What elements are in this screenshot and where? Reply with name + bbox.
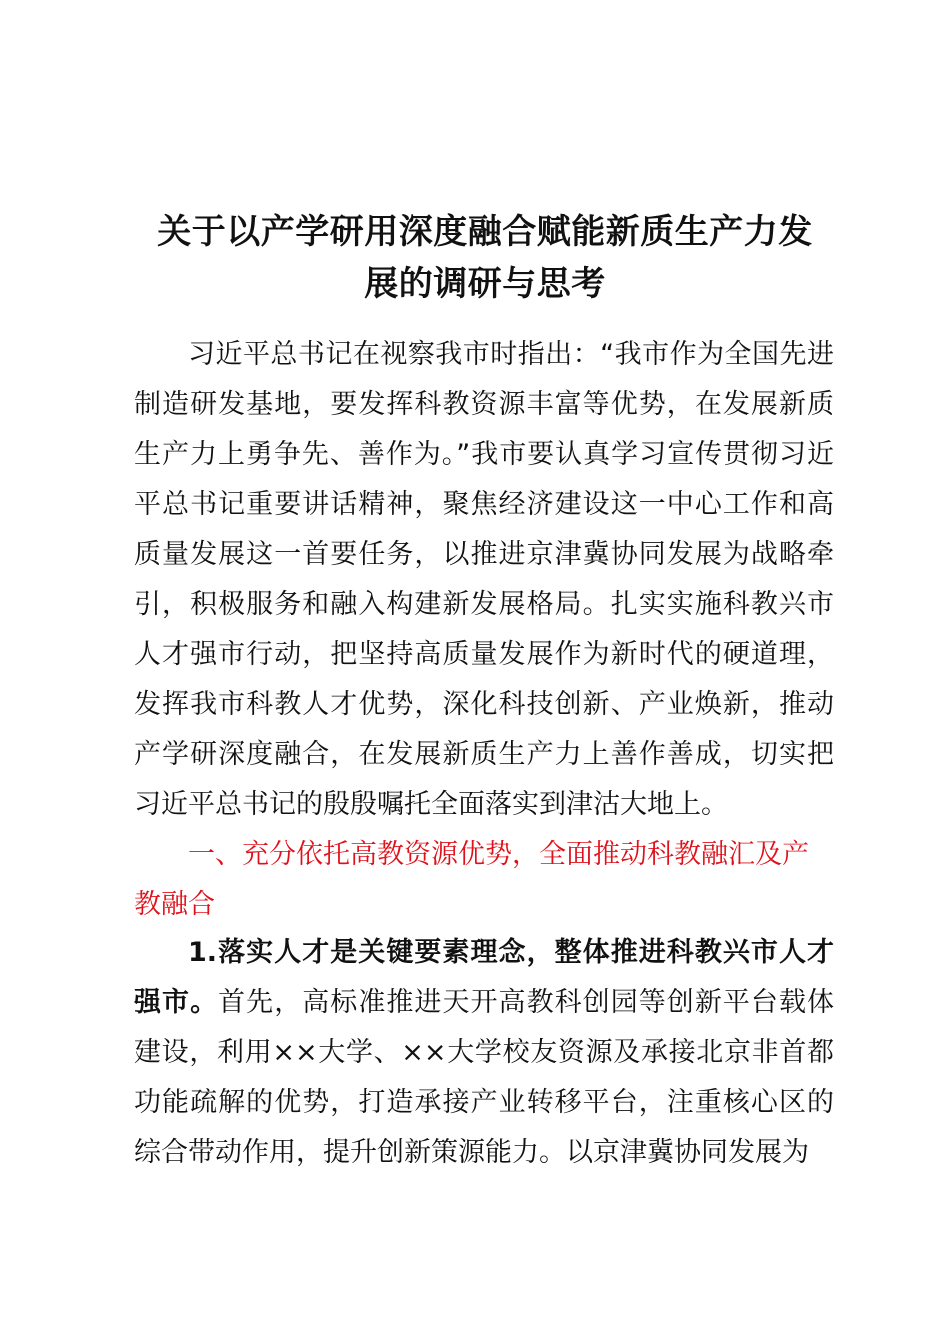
section-heading: 一、充分依托高教资源优势，全面推动科教融汇及产教融合 [134,839,809,920]
intro-paragraph: 习近平总书记在视察我市时指出：“我市作为全国先进制造研发基地，要发挥科教资源丰富等优势，在发展新质生产力上勇争先、善作为。”我市要认真学习宣传贯彻习近平总书记重要讲话精神，聚焦经济建设这一中心工作和高质量发展这一首要任务，以推进京津冀协同发展为战略牵引，积极服务和融入构建新发展格局。扎实实施科教兴市人才强市行动，把坚持高质量发展作为新时代的硬道理，发挥我市科教人才优势，深化科技创新、产业焕新，推动产学研深度融合，在发展新质生产力上善作善成，切实把习近平总书记的殷殷嘱托全面落实到津沽大地上。 [134,339,834,820]
point-1-text: 首先，高标准推进天开高教科创园等创新平台载体建设，利用××大学、××大学校友资源及承接北京非首都功能疏解的优势，打造承接产业转移平台，注重核心区的综合带动作用，提升创新策源能力。以京津冀协同发展为 [134,987,834,1168]
point-1-lead: 1.落实人才是关键要素理念，整体推进科教兴市人才强市。 [134,937,834,1018]
document-title: 关于以产学研用深度融合赋能新质生产力发 展的调研与思考 [157,212,813,304]
point-1-paragraph [134,928,834,1178]
